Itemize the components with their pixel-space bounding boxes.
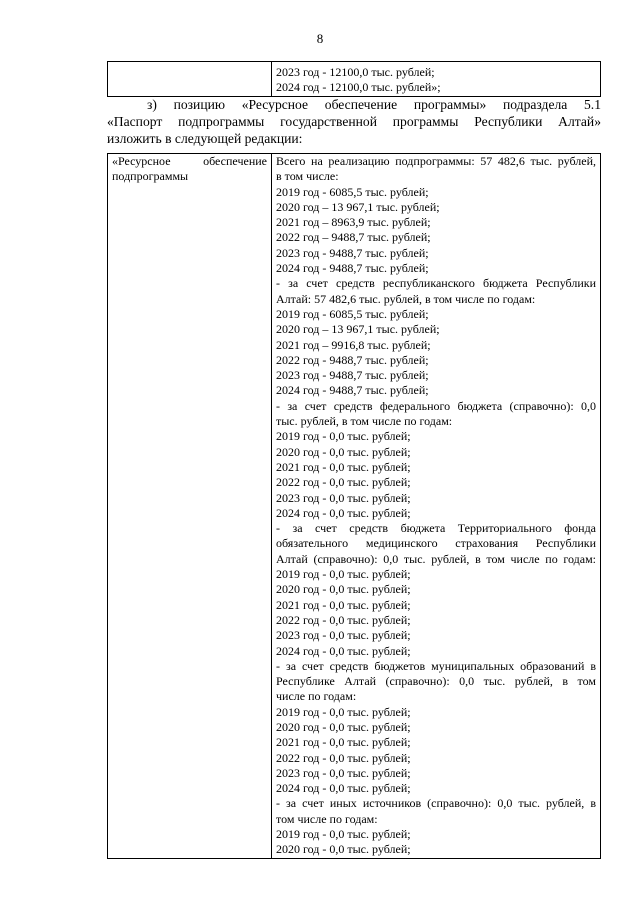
funding-line: 2023 год - 9488,7 тыс. рублей; [276,245,429,260]
funding-line: Республике Алтай (справочно): 0,0 тыс. рублей, в том [276,674,596,689]
funding-line: 2023 год - 0,0 тыс. рублей; [276,490,411,505]
funding-line: 2021 год - 0,0 тыс. рублей; [276,459,411,474]
paragraph-line: изложить в следующей редакции: [107,131,303,146]
funding-line: Алтай: 57 482,6 тыс. рублей, в том числе по годам: [276,291,536,306]
funding-line: 2020 год – 13 967,1 тыс. рублей; [276,322,440,337]
table-row [108,62,601,97]
funding-line: 2024 год - 0,0 тыс. рублей; [276,643,411,658]
funding-line: - за счет иных источников (справочно): 0,0 тыс. рублей, в [276,796,596,811]
funding-line: Алтай (справочно): 0,0 тыс. рублей, в том числе по годам: [276,551,596,566]
funding-line: обязательного медицинского страхования Республики [276,536,596,551]
funding-line: 2019 год - 0,0 тыс. рублей; [276,704,411,719]
page-number: 8 [316,31,324,46]
funding-line: 2020 год - 0,0 тыс. рублей; [276,842,411,857]
funding-line: - за счет средств федерального бюджета (справочно): 0,0 [276,398,596,413]
funding-line: 2019 год - 0,0 тыс. рублей; [276,429,411,444]
label-line: «Ресурсное обеспечение [112,154,267,168]
funding-cell [272,62,601,97]
funding-line: 2020 год – 13 967,1 тыс. рублей; [276,199,440,214]
funding-line: в том числе: [276,169,339,184]
funding-line: 2022 год - 0,0 тыс. рублей; [276,475,411,490]
funding-line: Всего на реализацию подпрограммы: 57 482,6 тыс. рублей, [276,154,596,168]
funding-line: 2024 год - 9488,7 тыс. рублей; [276,261,429,276]
top-table-fragment [107,61,601,97]
funding-line: - за счет средств бюджета Территориального фонда [276,521,596,536]
funding-line: 2019 год - 6085,5 тыс. рублей; [276,184,429,199]
funding-line: 2023 год - 12100,0 тыс. рублей; [276,65,435,79]
amendment-paragraph [107,96,601,147]
funding-line: 2019 год - 0,0 тыс. рублей; [276,567,411,582]
funding-line: 2020 год - 0,0 тыс. рублей; [276,444,411,459]
funding-line: 2024 год - 9488,7 тыс. рублей; [276,383,429,398]
funding-line: 2023 год - 0,0 тыс. рублей; [276,765,411,780]
funding-line: 2022 год – 9488,7 тыс. рублей; [276,230,431,245]
funding-line: 2024 год - 0,0 тыс. рублей; [276,505,411,520]
empty-label-cell [108,62,272,97]
funding-line: - за счет средств бюджетов муниципальных образований в [276,658,596,673]
funding-line: 2024 год - 12100,0 тыс. рублей»; [276,80,441,95]
funding-line: 2019 год - 6085,5 тыс. рублей; [276,306,429,321]
table-row [108,154,601,859]
funding-line: 2024 год - 0,0 тыс. рублей; [276,781,411,796]
funding-line: 2023 год - 9488,7 тыс. рублей; [276,368,429,383]
funding-line: 2020 год - 0,0 тыс. рублей; [276,719,411,734]
label-line: подпрограммы [112,169,189,184]
funding-cell [272,154,601,859]
funding-line: 2022 год - 0,0 тыс. рублей; [276,612,411,627]
funding-line: 2021 год - 0,0 тыс. рублей; [276,597,411,612]
funding-line: том числе по годам: [276,811,378,826]
funding-line: 2023 год - 0,0 тыс. рублей; [276,628,411,643]
funding-line: 2019 год - 0,0 тыс. рублей; [276,827,411,842]
funding-line: 2022 год - 0,0 тыс. рублей; [276,750,411,765]
funding-line: 2020 год - 0,0 тыс. рублей; [276,582,411,597]
funding-line: тыс. рублей, в том числе по годам: [276,414,453,429]
label-cell [108,154,272,859]
funding-line: - за счет средств республиканского бюджета Республики [276,276,596,291]
funding-line: 2022 год - 9488,7 тыс. рублей; [276,352,429,367]
paragraph-line: з) позицию «Ресурсное обеспечение программы» подраздела 5.1 [147,97,601,112]
funding-line: числе по годам: [276,689,357,704]
funding-line: 2021 год – 8963,9 тыс. рублей; [276,215,431,230]
paragraph-line: «Паспорт подпрограммы государственной программы Республики Алтай» [107,114,601,129]
funding-line: 2021 год - 0,0 тыс. рублей; [276,735,411,750]
funding-line: 2021 год – 9916,8 тыс. рублей; [276,337,431,352]
resource-table [107,153,601,859]
